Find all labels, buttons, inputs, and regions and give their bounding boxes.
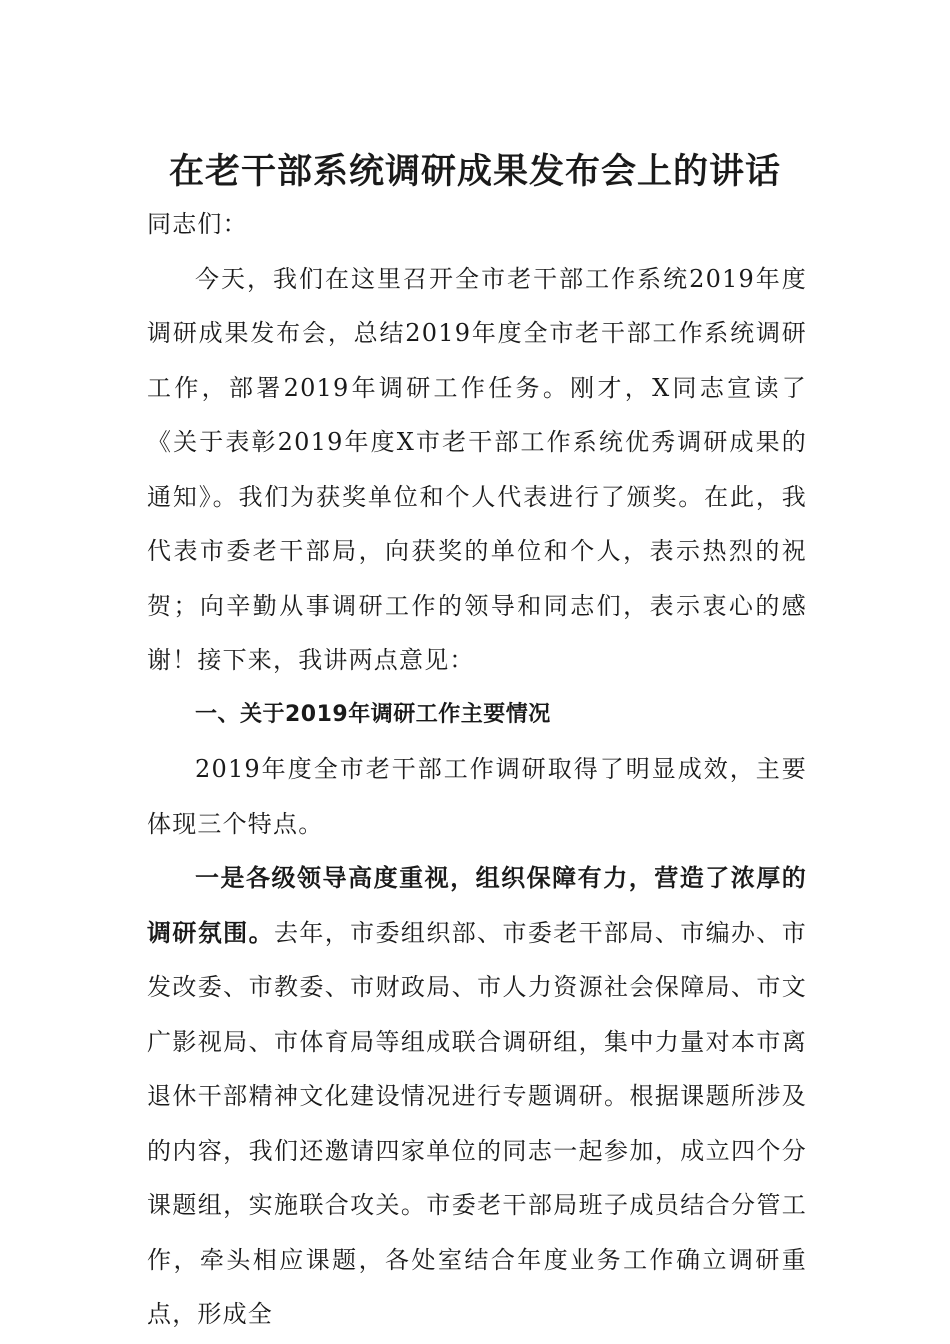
point-one-lead: 一是各级领导高度重视，组织保障有力，营造了浓厚的调研氛围。: [147, 863, 807, 947]
section-intro-paragraph: 2019年度全市老干部工作调研取得了明显成效，主要体现三个特点。: [147, 755, 807, 838]
point-one-text: 去年，市委组织部、市委老干部局、市编办、市发改委、市教委、市财政局、市人力资源社会保障局、市文广影视局、市体育局等组成联合调研组，集中力量对本市离退休干部精神文化建设情况进行专题调研。根据课题所涉及的内容，我们还邀请四家单位的同志一起参加，成立四个分课题组，实施联合攻关。市委老干部局班子成员结合分管工作，牵头相应课题，各处室结合年度业务工作确立调研重点，形成全: [147, 918, 808, 1328]
section-heading: 一、关于2019年调研工作主要情况: [195, 701, 551, 727]
intro-paragraph: 今天，我们在这里召开全市老干部工作系统2019年度调研成果发布会，总结2019年度全市老干部工作系统调研工作，部署2019年调研工作任务。刚才，X同志宣读了《关于表彰2019年度X市老干部工作系统优秀调研成果的通知》。我们为获奖单位和个人代表进行了颁奖。在此，我代表市委老干部局，向获奖的单位和个人，表示热烈的祝贺；向辛勤从事调研工作的领导和同志们，表示衷心的感谢！接下来，我讲两点意见：: [147, 264, 807, 674]
salutation: 同志们：: [147, 210, 248, 238]
document-body: [147, 197, 807, 1342]
point-one-paragraph: [147, 851, 807, 1342]
document-title: 在老干部系统调研成果发布会上的讲话: [168, 151, 781, 192]
